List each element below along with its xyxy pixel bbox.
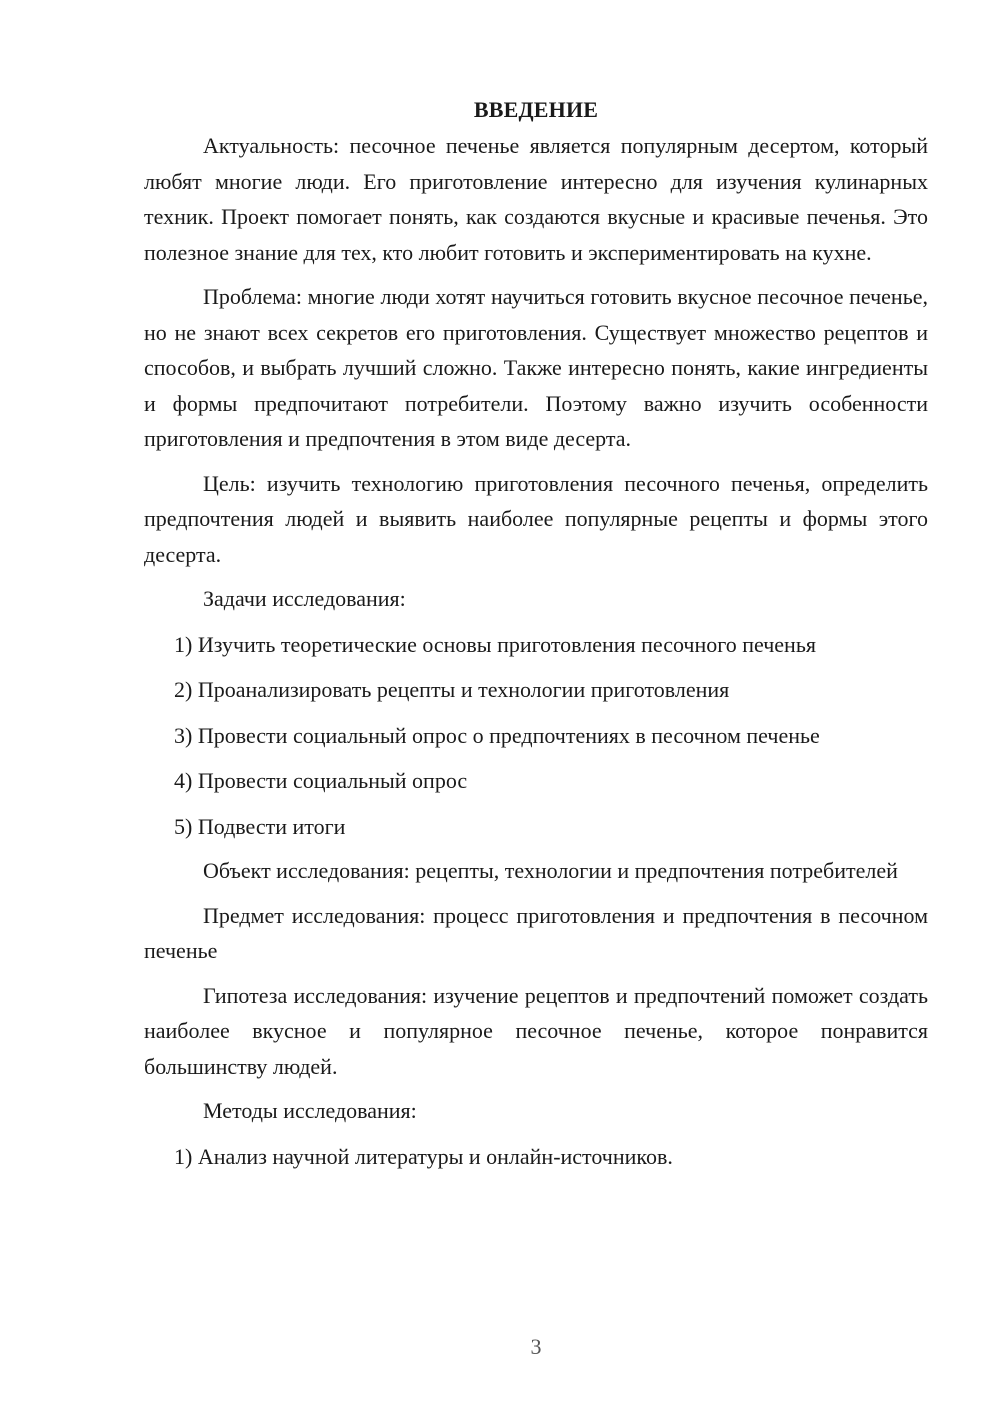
list-item: 3) Провести социальный опрос о предпочтениях в песочном печенье xyxy=(174,722,820,748)
tasks-list xyxy=(144,627,928,845)
list-item: 2) Проанализировать рецепты и технологии приготовления xyxy=(174,677,730,702)
subject-paragraph: Предмет исследования: процесс приготовления и предпочтения в песочном печенье xyxy=(144,902,928,963)
methods-heading: Методы исследования: xyxy=(203,1098,417,1123)
page-title: ВВЕДЕНИЕ xyxy=(473,97,599,122)
goal-paragraph: Цель: изучить технологию приготовления песочного печенья, определить предпочтения людей и выявить наиболее популярные рецепты и формы этого десерта. xyxy=(144,470,928,567)
list-item: 5) Подвести итоги xyxy=(174,813,346,839)
object-paragraph: Объект исследования: рецепты, технологии и предпочтения потребителей xyxy=(203,858,898,883)
list-item: 4) Провести социальный опрос xyxy=(174,768,468,793)
document-page xyxy=(144,92,928,1174)
relevance-paragraph: Актуальность: песочное печенье является популярным десертом, который любят многие люди. Его приготовление интересно для изучения кулинарных техник. Проект помогает понять, как создаются вкусные и красивые печенья. Это полезное знание для тех, кто любит готовить и экспериментировать на кухне. xyxy=(144,133,928,265)
problem-paragraph: Проблема: многие люди хотят научиться готовить вкусное песочное печенье, но не знают всех секретов его приготовления. Существует множество рецептов и способов, и выбрать лучший сложно. Также интересно понять, какие ингредиенты и формы предпочитают потребители. Поэтому важно изучить особенности приготовления и предпочтения в этом виде десерта. xyxy=(144,284,928,451)
page-number: 3 xyxy=(530,1334,542,1359)
methods-list xyxy=(144,1139,928,1175)
tasks-heading: Задачи исследования: xyxy=(203,586,406,611)
list-item: 1) Изучить теоретические основы приготовления песочного печенья xyxy=(174,631,816,657)
hypothesis-paragraph: Гипотеза исследования: изучение рецептов и предпочтений поможет создать наиболее вкусное и популярное песочное печенье, которое понравится большинству людей. xyxy=(144,982,928,1079)
list-item: 1) Анализ научной литературы и онлайн-источников. xyxy=(174,1143,673,1169)
